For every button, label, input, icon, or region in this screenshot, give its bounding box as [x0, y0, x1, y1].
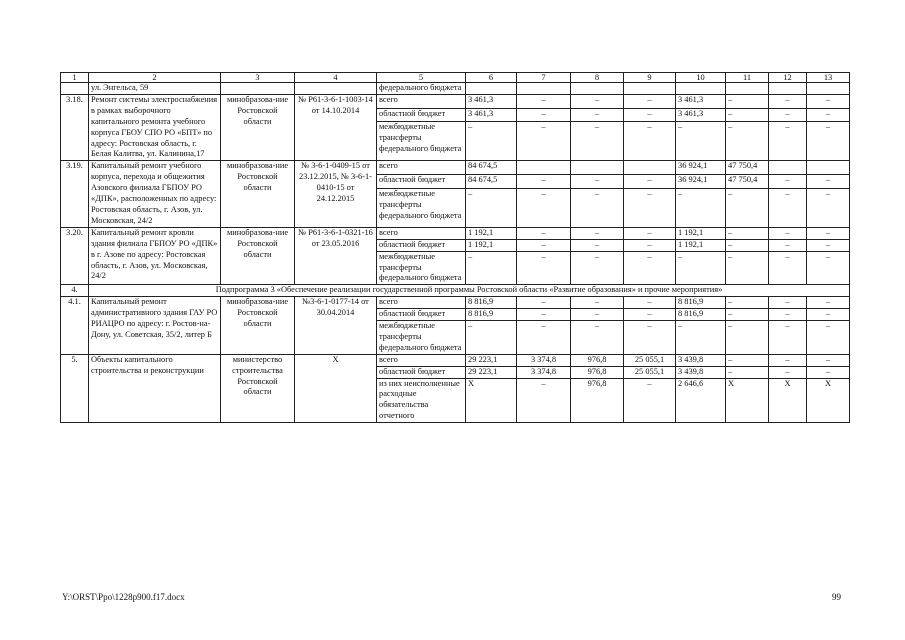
amount-cell: 3 374,8 — [517, 354, 571, 366]
amount-cell: – — [676, 122, 726, 161]
funding-source: областной бюджет — [377, 175, 466, 189]
document-ref: Х — [295, 354, 377, 422]
amount-cell — [769, 161, 807, 175]
amount-cell: 3 461,3 — [676, 94, 726, 108]
amount-cell: – — [624, 94, 676, 108]
amount-cell: – — [769, 239, 807, 251]
funding-source: межбюджетные трансферты федерального бюджета — [377, 251, 466, 285]
amount-cell: – — [769, 297, 807, 309]
amount-cell: 976,8 — [571, 378, 624, 423]
amount-cell: 3 374,8 — [517, 366, 571, 378]
amount-cell: – — [571, 94, 624, 108]
amount-cell: – — [517, 175, 571, 189]
amount-cell: – — [517, 309, 571, 321]
cell — [624, 83, 676, 95]
amount-cell: – — [807, 321, 850, 355]
amount-cell: – — [571, 309, 624, 321]
amount-cell: – — [624, 309, 676, 321]
amount-cell: – — [769, 354, 807, 366]
amount-cell: – — [807, 122, 850, 161]
amount-cell: – — [726, 122, 769, 161]
amount-cell: – — [624, 251, 676, 285]
funding-source: межбюджетные трансферты федерального бюджета — [377, 188, 466, 227]
document-table-container — [60, 72, 849, 423]
amount-cell: – — [726, 354, 769, 366]
amount-cell: – — [571, 122, 624, 161]
object-name: Ремонт системы электроснабжения в рамках выборочного капитального ремонта учебного корпуса ГБОУ СПО РО «БПТ» по адресу: Ростовская область, г. Белая Калитва, ул. Калинина,17 — [89, 94, 221, 160]
amount-cell: 3 461,3 — [676, 108, 726, 122]
object-name: Капитальный ремонт административного здания ГАУ РО РИАЦРО по адресу: г. Ростов-на-Дону, ул. Советская, 35/2, литер Б — [89, 297, 221, 355]
amount-cell: – — [571, 188, 624, 227]
cell — [769, 83, 807, 95]
amount-cell: 3 439,8 — [676, 366, 726, 378]
amount-cell: Х — [466, 378, 517, 423]
amount-cell: – — [726, 251, 769, 285]
amount-cell: 47 750,4 — [726, 161, 769, 175]
amount-cell: – — [769, 122, 807, 161]
amount-cell: 29 223,1 — [466, 354, 517, 366]
amount-cell: 1 192,1 — [466, 227, 517, 239]
table-row — [61, 94, 850, 108]
amount-cell: – — [624, 188, 676, 227]
cell — [571, 83, 624, 95]
table-row — [61, 354, 850, 366]
amount-cell: – — [517, 378, 571, 423]
cell — [221, 83, 295, 95]
col-header: 11 — [726, 73, 769, 83]
amount-cell: – — [466, 251, 517, 285]
amount-cell: 29 223,1 — [466, 366, 517, 378]
amount-cell: – — [624, 122, 676, 161]
amount-cell: – — [571, 297, 624, 309]
amount-cell: – — [769, 188, 807, 227]
amount-cell: 25 055,1 — [624, 366, 676, 378]
amount-cell: – — [807, 251, 850, 285]
amount-cell: 8 816,9 — [676, 297, 726, 309]
amount-cell: – — [726, 321, 769, 355]
funding-source: всего — [377, 297, 466, 309]
amount-cell: – — [624, 108, 676, 122]
amount-cell: – — [726, 297, 769, 309]
amount-cell: – — [624, 175, 676, 189]
amount-cell: 36 924,1 — [676, 161, 726, 175]
file-path: Y:\ORST\Ppo\1228p900.f17.docx — [62, 592, 185, 602]
col-header: 2 — [89, 73, 221, 83]
item-number: 3.20. — [61, 227, 89, 285]
amount-cell: – — [517, 297, 571, 309]
amount-cell: – — [624, 239, 676, 251]
amount-cell: – — [517, 108, 571, 122]
amount-cell: – — [517, 239, 571, 251]
amount-cell: – — [726, 108, 769, 122]
page-number: 99 — [832, 592, 841, 602]
funding-source: областной бюджет — [377, 239, 466, 251]
item-number: 3.19. — [61, 161, 89, 227]
object-name: Капитальный ремонт кровли здания филиала ГБПОУ РО «ДПК» в г. Азове по адресу: Ростовская область, г. Азов, ул. Московская, 24/2 — [89, 227, 221, 285]
amount-cell: – — [571, 227, 624, 239]
amount-cell: – — [726, 366, 769, 378]
amount-cell: – — [466, 321, 517, 355]
amount-cell: – — [676, 321, 726, 355]
amount-cell: – — [466, 188, 517, 227]
amount-cell: – — [624, 227, 676, 239]
amount-cell: – — [769, 175, 807, 189]
amount-cell: – — [571, 108, 624, 122]
col-header: 8 — [571, 73, 624, 83]
document-ref: № Р61-3-6-1-0321-16 от 23.05.2016 — [295, 227, 377, 285]
funding-source-continued: федерального бюджета — [377, 83, 466, 95]
amount-cell: 84 674,5 — [466, 175, 517, 189]
funding-source: межбюджетные трансферты федерального бюджета — [377, 122, 466, 161]
col-header: 12 — [769, 73, 807, 83]
subprogram-title: Подпрограмма 3 «Обеспечение реализации государственной программы Ростовской области «Развитие образования» и прочие мероприятия» — [89, 285, 850, 297]
column-number-row — [61, 73, 850, 83]
table-body — [61, 73, 850, 423]
amount-cell: – — [676, 188, 726, 227]
cell — [807, 83, 850, 95]
amount-cell: – — [466, 122, 517, 161]
amount-cell: 976,8 — [571, 366, 624, 378]
amount-cell: – — [517, 122, 571, 161]
amount-cell: – — [726, 188, 769, 227]
amount-cell: – — [769, 321, 807, 355]
document-ref: №3-6-1-0177-14 от 30.04.2014 — [295, 297, 377, 355]
subprogram-row — [61, 285, 850, 297]
col-header: 1 — [61, 73, 89, 83]
document-ref: № Р61-3-6-1-1003-14 от 14.10.2014 — [295, 94, 377, 160]
responsible-org: минобразова-ние Ростовской области — [221, 297, 295, 355]
table-row — [61, 227, 850, 239]
col-header: 10 — [676, 73, 726, 83]
cell — [676, 83, 726, 95]
amount-cell: – — [807, 354, 850, 366]
cell — [517, 83, 571, 95]
amount-cell: 8 816,9 — [466, 297, 517, 309]
amount-cell — [517, 161, 571, 175]
amount-cell: – — [769, 251, 807, 285]
amount-cell: – — [726, 239, 769, 251]
amount-cell: – — [624, 378, 676, 423]
amount-cell: – — [571, 239, 624, 251]
col-header: 7 — [517, 73, 571, 83]
funding-source: межбюджетные трансферты федерального бюджета — [377, 321, 466, 355]
col-header: 9 — [624, 73, 676, 83]
funding-source: из них неисполненные расходные обязательства отчетного — [377, 378, 466, 423]
amount-cell: 8 816,9 — [466, 309, 517, 321]
amount-cell: – — [807, 94, 850, 108]
funding-source: всего — [377, 227, 466, 239]
amount-cell: 1 192,1 — [466, 239, 517, 251]
cell — [61, 83, 89, 95]
object-name-continued: ул. Энгельса, 59 — [89, 83, 221, 95]
responsible-org: минобразова-ние Ростовской области — [221, 161, 295, 227]
subprogram-number: 4. — [61, 285, 89, 297]
responsible-org: минобразова-ние Ростовской области — [221, 94, 295, 160]
budget-table — [60, 72, 850, 423]
amount-cell: – — [517, 321, 571, 355]
amount-cell: – — [571, 321, 624, 355]
amount-cell: 25 055,1 — [624, 354, 676, 366]
amount-cell: – — [517, 227, 571, 239]
amount-cell: Х — [726, 378, 769, 423]
amount-cell: – — [624, 321, 676, 355]
funding-source: областной бюджет — [377, 108, 466, 122]
cell — [466, 83, 517, 95]
cell — [295, 83, 377, 95]
amount-cell: – — [807, 239, 850, 251]
cell — [726, 83, 769, 95]
amount-cell: – — [769, 94, 807, 108]
responsible-org: минобразова-ние Ростовской области — [221, 227, 295, 285]
amount-cell: – — [807, 175, 850, 189]
funding-source: областной бюджет — [377, 366, 466, 378]
amount-cell: – — [807, 188, 850, 227]
amount-cell: – — [807, 227, 850, 239]
amount-cell: – — [571, 175, 624, 189]
amount-cell: – — [769, 309, 807, 321]
col-header: 4 — [295, 73, 377, 83]
item-number: 3.18. — [61, 94, 89, 160]
amount-cell: 8 816,9 — [676, 309, 726, 321]
col-header: 6 — [466, 73, 517, 83]
table-row — [61, 297, 850, 309]
amount-cell: 47 750,4 — [726, 175, 769, 189]
col-header: 13 — [807, 73, 850, 83]
funding-source: всего — [377, 94, 466, 108]
amount-cell: – — [807, 297, 850, 309]
amount-cell: – — [807, 108, 850, 122]
amount-cell: 84 674,5 — [466, 161, 517, 175]
amount-cell: – — [726, 227, 769, 239]
object-name: Капитальный ремонт учебного корпуса, перехода и общежития Азовского филиала ГБПОУ РО «ДПК», расположенных по адресу: Ростовская область, г. Азов, ул. Московская, 24/2 — [89, 161, 221, 227]
object-name: Объекты капитального строительства и реконструкции — [89, 354, 221, 422]
item-number: 4.1. — [61, 297, 89, 355]
item-number: 5. — [61, 354, 89, 422]
amount-cell: 36 924,1 — [676, 175, 726, 189]
funding-source: областной бюджет — [377, 309, 466, 321]
funding-source: всего — [377, 354, 466, 366]
amount-cell: – — [517, 94, 571, 108]
amount-cell: – — [517, 188, 571, 227]
col-header: 3 — [221, 73, 295, 83]
amount-cell — [807, 161, 850, 175]
amount-cell: 3 461,3 — [466, 108, 517, 122]
responsible-org: министерство строительства Ростовской области — [221, 354, 295, 422]
amount-cell — [624, 161, 676, 175]
amount-cell: – — [726, 94, 769, 108]
funding-source: всего — [377, 161, 466, 175]
table-row — [61, 161, 850, 175]
amount-cell: – — [807, 309, 850, 321]
amount-cell: – — [624, 297, 676, 309]
amount-cell — [571, 161, 624, 175]
amount-cell: – — [769, 108, 807, 122]
amount-cell: – — [726, 309, 769, 321]
amount-cell: Х — [807, 378, 850, 423]
amount-cell: – — [517, 251, 571, 285]
continuation-row — [61, 83, 850, 95]
amount-cell: – — [807, 366, 850, 378]
document-ref: № 3-6-1-0409-15 от 23.12.2015, № 3-6-1-0410-15 от 24.12.2015 — [295, 161, 377, 227]
amount-cell: 2 646,6 — [676, 378, 726, 423]
amount-cell: – — [769, 366, 807, 378]
amount-cell: 3 461,3 — [466, 94, 517, 108]
amount-cell: 1 192,1 — [676, 227, 726, 239]
amount-cell: – — [571, 251, 624, 285]
amount-cell: 976,8 — [571, 354, 624, 366]
amount-cell: – — [769, 227, 807, 239]
amount-cell: 1 192,1 — [676, 239, 726, 251]
amount-cell: Х — [769, 378, 807, 423]
col-header: 5 — [377, 73, 466, 83]
amount-cell: – — [676, 251, 726, 285]
amount-cell: 3 439,8 — [676, 354, 726, 366]
